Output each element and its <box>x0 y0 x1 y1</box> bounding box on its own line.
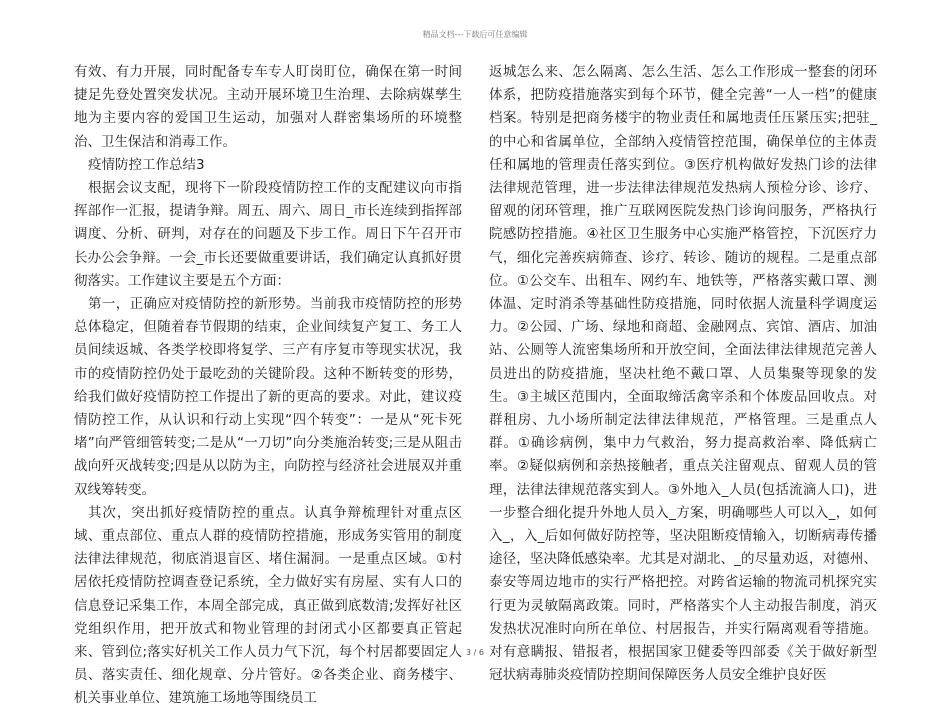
document-header: 精品文档---下载后可任意编辑 <box>422 30 528 39</box>
paragraph: 其次，突出抓好疫情防控的重点。认真争辩梳理针对重点区域、重点部位、重点人群的疫情防控措施，形成务实管用的制度法律法律规范，彻底消退盲区、堵住漏洞。一是重点区域。①村居依托疫情防控调查登记系统，全力做好实有房屋、实有人口的信息登记采集工作，本周全部完成，真正做到底数清;发挥好社区党组织作用，把开放式和物业管理的封闭式小区都要真正管起来、管到位;落实好机关工作人员力气下沉，每个村居都要固定人员、落实责任、细化规章、分片管好。②各类企业、商务楼宇、机关事业单位、建筑施工场地等围绕员工 <box>74 504 462 707</box>
section-heading: 疫情防控工作总结3 <box>88 156 205 173</box>
left-text-column <box>74 61 462 711</box>
page-number: 3 / 6 <box>466 648 484 657</box>
right-text-column <box>489 61 877 687</box>
paragraph: 根据会议支配，现将下一阶段疫情防控工作的支配建议向市指挥部作一汇报，提请争辩。周五、周六、周日_市长连续到指挥部调度、分析、研判，对存在的问题及下步工作。周日下午召开市长办公会争辩。一会_市长还要做重要讲话，我们确定认真抓好贯彻落实。工作建议主要是五个方面： <box>74 180 462 289</box>
paragraph: 第一，正确应对疫情防控的新形势。当前我市疫情防控的形势总体稳定，但随着春节假期的结束，企业间续复产复工、务工人员间续返城、各类学校即将复学、三产有序复市等现实状况，我市的疫情防控仍处于最吃劲的关键阶段。这种不断转变的形势，给我们做好疫情防控工作提出了新的更高的要求。对此，建议疫情防控工作，从认识和行动上实现“四个转变”：一是从“死卡死堵”向严管细管转变;二是从“一刀切”向分类施治转变;三是从阻击战向歼灭战转变;四是从以防为主，向防控与经济社会进展双并重双线筹转变。 <box>74 296 462 498</box>
paragraph: 返城怎么来、怎么隔离、怎么生活、怎么工作形成一整套的闭环体系，把防疫措施落实到每个环节，健全完善“一人一档”的健康档案。特别是把商务楼宇的物业责任和属地责任压紧压实;把驻_的中心和省属单位，全部纳入疫情管控范围，确保单位的主体责任和属地的管理责任落实到位。③医疗机构做好发热门诊的法律法律规范管理，进一步法律法律规范发热病人预检分诊、诊疗、留观的闭环管理，推广互联网医院发热门诊询问服务，严格执行院感防控措施。④社区卫生服务中心实施严格管控，下沉医疗力气，细化完善疾病筛查、诊疗、转诊、随访的规程。二是重点部位。①公交车、出租车、网约车、地铁等，严格落实戴口罩、测体温、定时消杀等基础性防疫措施，同时依据人流量科学调度运力。②公园、广场、绿地和商超、金融网点、宾馆、酒店、加油站、公厕等人流密集场所和开放空间，全面法律法律规范完善人员进出的防疫措施，坚决杜绝不戴口罩、人员集聚等现象的发生。③主城区范围内，全面取缔活禽宰杀和个体废品回收点。对群租房、九小场所制定法律法律规范，严格管理。三是重点人群。①确诊病例，集中力气救治，努力提高救治率、降低病亡率。②疑似病例和亲热接触者，重点关注留观点、留观人员的管理，法律法律规范落实到人。③外地入_人员(包括流滴人口)，进一步整合细化提升外地人员入_方案，明确哪些人可以入_，如何入_，入_后如何做好防控等，坚决阻断疫情输入，切断病毒传播途径，坚决降低感染率。尤其是对湖北、_的尽量劝返，对德州、泰安等周边地市的实行严格把控。对跨省运输的物流司机探究实行更为灵敏隔离政策。同时，严格落实个人主动报告制度，消灭发热状况准时向所在单位、村居报告，并实行隔离观看等措施。对有意瞒报、错报者，根据国家卫健委等四部委《关于做好新型冠状病毒肺炎疫情防控期间保障医务人员安全维护良好医 <box>489 64 877 684</box>
paragraph: 有效、有力开展，同时配备专车专人盯岗盯位，确保在第一时间捷足先登处置突发状况。主动开展环境卫生治理、去除病媒孳生地为主要内容的爱国卫生运动，加强对人群密集场所的环境整治、卫生保洁和消毒工作。 <box>74 64 462 150</box>
